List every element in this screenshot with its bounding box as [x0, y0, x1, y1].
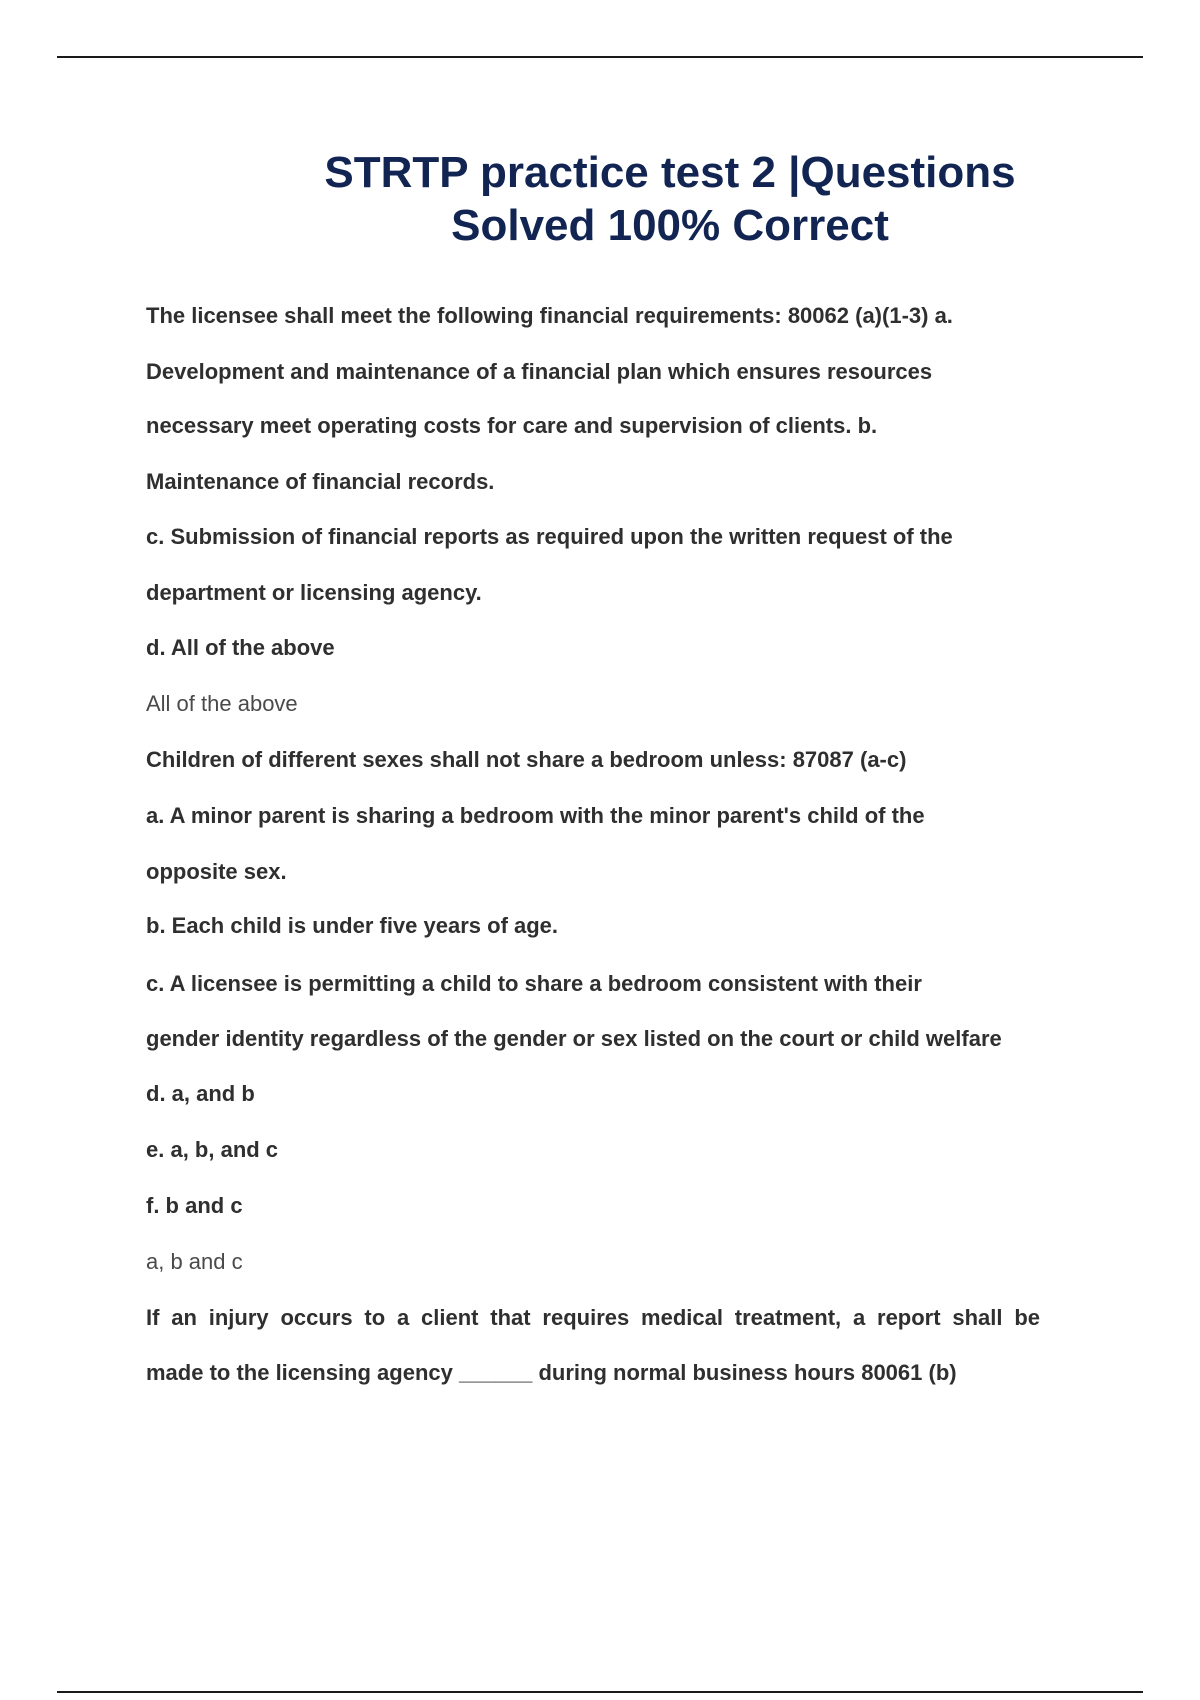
question-3-line-2: made to the licensing agency ______ during normal business hours 80061 (b)	[146, 1360, 957, 1385]
question-3-line-1: If an injury occurs to a client that requires medical treatment, a report shall be	[146, 1305, 1040, 1330]
question-2-line-9: f. b and c	[146, 1193, 243, 1218]
question-1-line-7: d. All of the above	[146, 635, 335, 660]
title-line-1: STRTP practice test 2 |Questions	[324, 148, 1016, 197]
question-2-line-2: a. A minor parent is sharing a bedroom with the minor parent's child of the	[146, 803, 925, 828]
question-1-line-3: necessary meet operating costs for care and supervision of clients. b.	[146, 413, 878, 438]
question-2-line-7: d. a, and b	[146, 1081, 255, 1106]
question-2-line-3: opposite sex.	[146, 859, 287, 884]
question-1-line-1: The licensee shall meet the following financial requirements: 80062 (a)(1-3) a.	[146, 303, 953, 328]
question-2-line-8: e. a, b, and c	[146, 1137, 279, 1162]
question-2-line-1: Children of different sexes shall not share a bedroom unless: 87087 (a-c)	[146, 747, 907, 772]
title-line-2: Solved 100% Correct	[451, 201, 889, 250]
question-2-line-4: b. Each child is under five years of age.	[146, 913, 559, 938]
question-1-line-5: c. Submission of financial reports as required upon the written request of the	[146, 524, 953, 549]
question-1-line-6: department or licensing agency.	[146, 580, 482, 605]
answer-2: a, b and c	[146, 1249, 243, 1274]
question-1-line-2: Development and maintenance of a financial plan which ensures resources	[146, 359, 933, 384]
question-2-line-6: gender identity regardless of the gender or sex listed on the court or child welfare	[146, 1026, 1002, 1051]
question-1-line-4: Maintenance of financial records.	[146, 469, 495, 494]
answer-1: All of the above	[146, 691, 298, 716]
question-2-line-5: c. A licensee is permitting a child to share a bedroom consistent with their	[146, 971, 922, 996]
bottom-rule	[57, 1691, 1143, 1693]
